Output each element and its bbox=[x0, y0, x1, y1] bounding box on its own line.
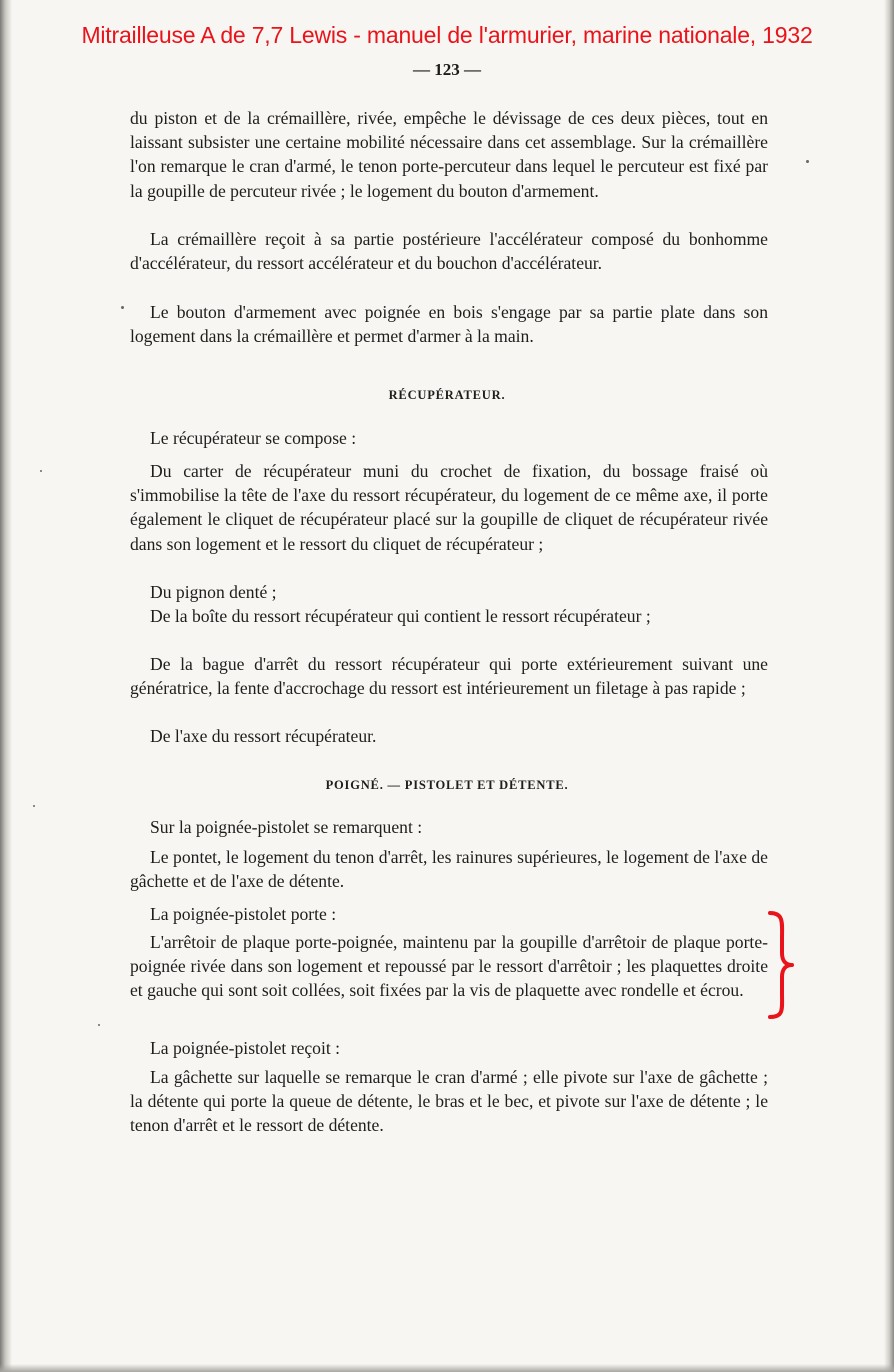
paragraph-gachette: La gâchette sur laquelle se remarque le cran d'armé ; elle pivote sur l'axe de gâchette ; la détente qui porte la queue de détente, le bras et le bec, et pivote sur l'axe de détente ; le tenon d'arrêt et le ressort de détente. bbox=[130, 1067, 768, 1136]
scan-speck bbox=[121, 306, 124, 309]
paragraph-bague: De la bague d'arrêt du ressort récupérateur qui porte extérieurement suivant une génératrice, la fente d'accrochage du ressort est intérieurement un filetage à pas rapide ; bbox=[130, 654, 768, 699]
overlay-title: Mitrailleuse A de 7,7 Lewis - manuel de l'armurier, marine nationale, 1932 bbox=[81, 22, 813, 48]
paragraph-arretoir: L'arrêtoir de plaque porte-poignée, maintenu par la goupille d'arrêtoir de plaque porte-poignée rivée dans son logement et repoussé par le ressort d'arrêtoir ; les plaquettes droite et gauche qui sont soit collées, soit fixées par la vis de plaquette avec rondelle et écrou. bbox=[130, 932, 768, 1001]
paragraph-poignee-recoit: La poignée-pistolet reçoit : bbox=[150, 1038, 341, 1058]
paragraph-bouton-armement: Le bouton d'armement avec poignée en bois s'engage par sa partie plate dans son logement dans la crémaillère et permet d'armer à la main. bbox=[130, 302, 768, 347]
scan-speck bbox=[40, 470, 42, 472]
paragraph-axe: De l'axe du ressort récupérateur. bbox=[150, 726, 377, 746]
paragraph-pontet: Le pontet, le logement du tenon d'arrêt, les rainures supérieures, le logement de l'axe de gâchette et de l'axe de détente. bbox=[130, 847, 768, 892]
heading-recuperateur: RÉCUPÉRATEUR. bbox=[388, 388, 506, 402]
paragraph-pignon: Du pignon denté ; bbox=[150, 582, 277, 602]
heading-poignee: POIGNÉ. — PISTOLET ET DÉTENTE. bbox=[325, 778, 569, 792]
page-edge-right bbox=[884, 0, 894, 1372]
page-edge-bottom bbox=[0, 1364, 894, 1372]
paragraph-piston: du piston et de la crémaillère, rivée, empêche le dévissage de ces deux pièces, tout en laissant subsister une certaine mobilité nécessaire dans cet assemblage. Sur la crémaillère l'on remarque le cran d'armé, le tenon porte-percuteur dans lequel le percuteur est fixé par la goupille de percuteur rivée ; le logement du bouton d'armement. bbox=[130, 108, 768, 201]
paragraph-recuperateur-intro: Le récupérateur se compose : bbox=[150, 428, 357, 448]
paragraph-boite: De la boîte du ressort récupérateur qui contient le ressort récupérateur ; bbox=[150, 606, 651, 626]
scan-speck bbox=[33, 805, 35, 807]
paragraph-cremaillere: La crémaillère reçoit à sa partie postérieure l'accélérateur composé du bonhomme d'accélérateur, du ressort accélérateur et du bouchon d'accélérateur. bbox=[130, 229, 768, 274]
scan-speck bbox=[98, 1024, 100, 1026]
paragraph-poignee-remarquent: Sur la poignée-pistolet se remarquent : bbox=[150, 817, 423, 837]
scan-speck bbox=[806, 160, 809, 163]
paragraph-carter: Du carter de récupérateur muni du crochet de fixation, du bossage fraisé où s'immobilise la tête de l'axe du ressort récupérateur, du logement de ce même axe, il porte également le cliquet de récupérateur placé sur la goupille de cliquet de récupérateur rivée dans son logement et le ressort du cliquet de récupérateur ; bbox=[130, 461, 768, 554]
red-bracket-annotation bbox=[766, 909, 796, 1021]
paragraph-poignee-porte: La poignée-pistolet porte : bbox=[150, 904, 337, 924]
page-number: — 123 — bbox=[413, 60, 481, 79]
page-edge-left bbox=[0, 0, 12, 1372]
